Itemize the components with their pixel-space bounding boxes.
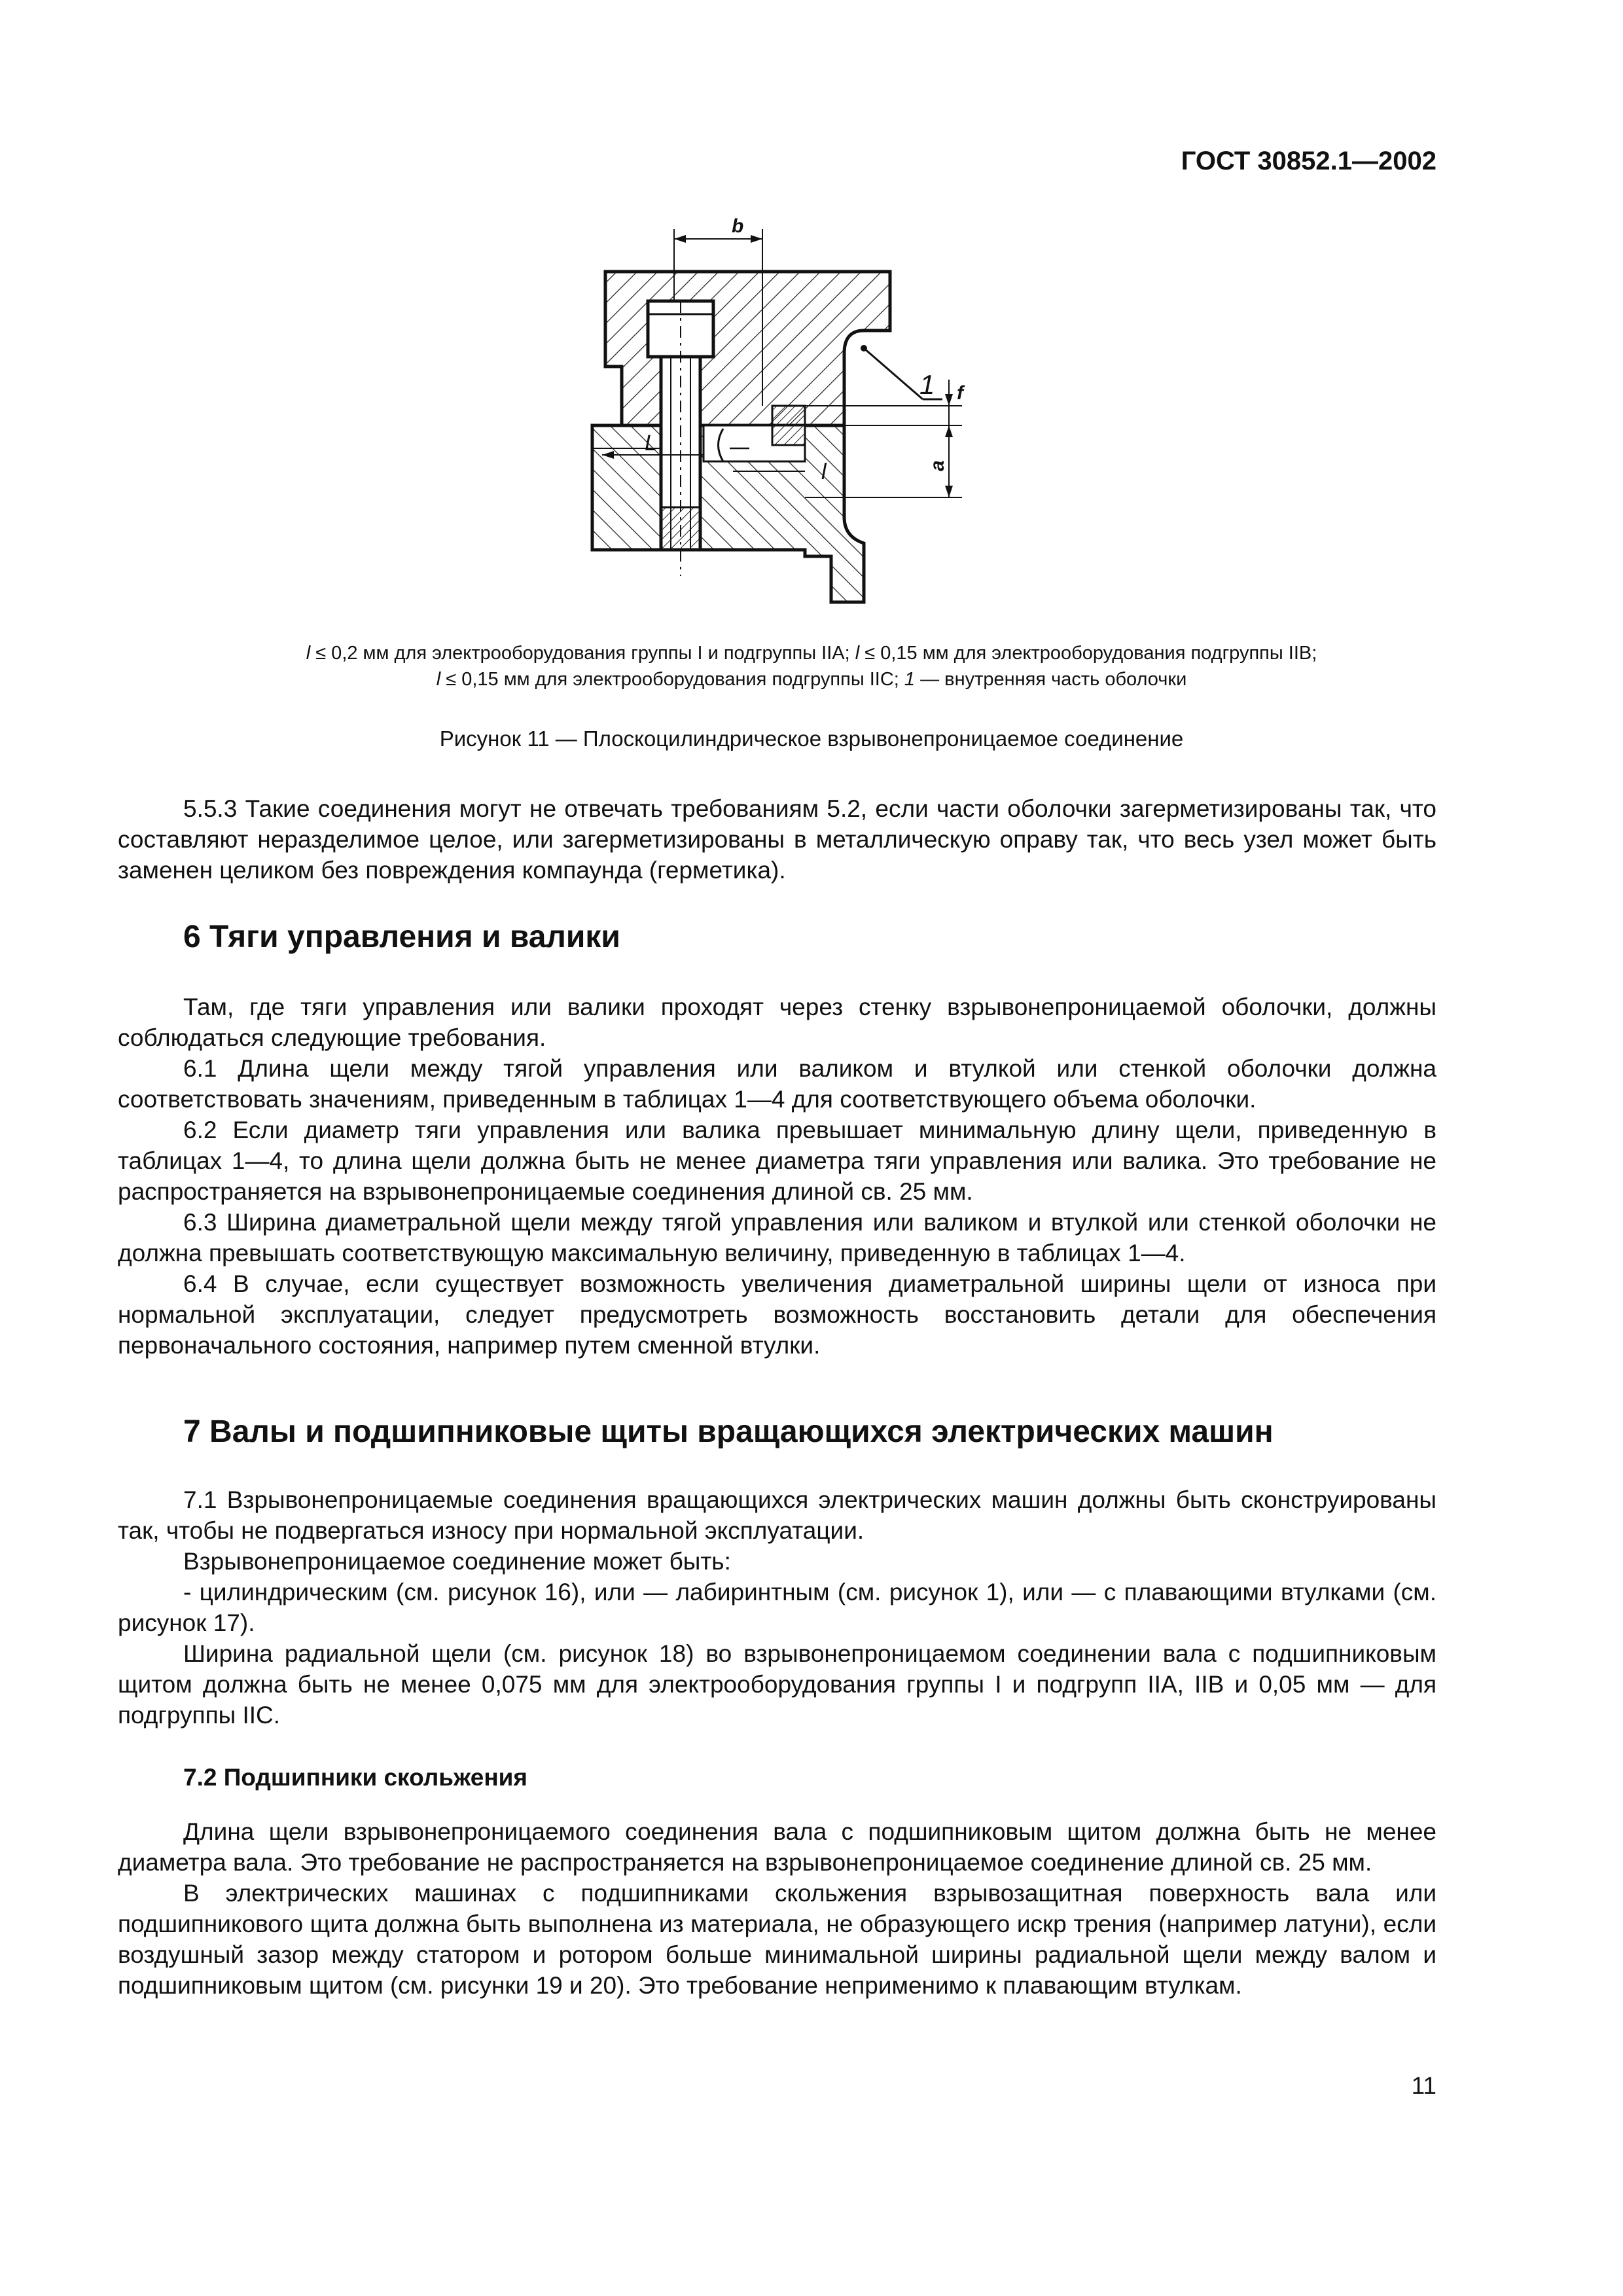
paragraph-6-1: 6.1 Длина щели между тягой управления или валиком и втулкой или стенкой оболочки должна соответствовать значениям, приведенным в таблицах 1—4 для соответствующего объема оболочки. (118, 1055, 1436, 1113)
figure-11-drawing (556, 209, 1014, 615)
section-7-2-body (118, 1816, 1436, 2001)
page-number: 11 (1411, 2072, 1436, 2099)
section-5-5-3 (118, 793, 1436, 886)
label-l: l (821, 459, 827, 484)
figure-notes (118, 640, 1505, 692)
paragraph-5-5-3: 5.5.3 Такие соединения могут не отвечать требованиям 5.2, если части оболочки загерметизированы так, что составляют неразделимое целое, или загерметизированы в металлическую оправу так, что весь узел может быть заменен целиком без повреждения компаунда (герметика). (118, 795, 1436, 884)
paragraph-6-intro: Там, где тяги управления или валики проходят через стенку взрывонепроницаемой оболочки, должны соблюдаться следующие требования. (118, 994, 1436, 1051)
paragraph-7-2-b: В электрических машинах с подшипниками скольжения взрывозащитная поверхность вала или подшипникового щита должна быть выполнена из материала, не образующего искр трения (например латуни), если воздушный зазор между статором и ротором больше минимальной ширины радиальной щели между валом и подшипниковым щитом (см. рисунки 19 и 20). Это требование неприменимо к плавающим втулкам. (118, 1880, 1436, 1999)
label-L: L (645, 431, 657, 456)
paragraph-6-2: 6.2 Если диаметр тяги управления или валика превышает минимальную длину щели, приведенную в таблицах 1—4, то длина щели должна быть не менее диаметра тяги управления или валика. Это требование не распространяется на взрывонепроницаемые соединения длиной св. 25 мм. (118, 1117, 1436, 1205)
section-6-heading: 6 Тяги управления и валики (183, 920, 620, 954)
section-7-2-heading: 7.2 Подшипники скольжения (183, 1764, 528, 1791)
document-header: ГОСТ 30852.1—2002 (1181, 147, 1436, 175)
figure-note-line-1: l ≤ 0,2 мм для электрооборудования группы I и подгруппы IIA; l ≤ 0,15 мм для электрооборудования подгруппы IIB; (306, 643, 1317, 664)
paragraph-6-3: 6.3 Ширина диаметральной щели между тягой управления или валиком и втулкой или стенкой оболочки не должна превышать соответствующую максимальную величину, приведенную в таблицах 1—4. (118, 1209, 1436, 1266)
callout-1: 1 (919, 369, 935, 400)
section-6-body (118, 992, 1436, 1361)
paragraph-7-1: 7.1 Взрывонепроницаемые соединения вращающихся электрических машин должны быть сконструированы так, чтобы не подвергаться износу при нормальной эксплуатации. (118, 1486, 1436, 1544)
paragraph-7-width: Ширина радиальной щели (см. рисунок 18) во взрывонепроницаемом соединении вала с подшипниковым щитом должна быть не менее 0,075 мм для электрооборудования группы I и подгрупп IIA, IIB и 0,05 мм — для подгруппы IIC. (118, 1640, 1436, 1729)
paragraph-6-4: 6.4 В случае, если существует возможность увеличения диаметральной ширины щели от износа при нормальной эксплуатации, следует предусмотреть возможность восстановить детали для обеспечения первоначального состояния, например путем сменной втулки. (118, 1270, 1436, 1359)
label-b: b (732, 215, 744, 237)
section-7-heading: 7 Валы и подшипниковые щиты вращающихся электрических машин (183, 1414, 1274, 1449)
figure-caption: Рисунок 11 — Плоскоцилиндрическое взрывонепроницаемое соединение (439, 726, 1184, 751)
paragraph-7-may-be: Взрывонепроницаемое соединение может быть: (183, 1548, 731, 1575)
paragraph-7-2-a: Длина щели взрывонепроницаемого соединения вала с подшипниковым щитом должна быть не менее диаметра вала. Это требование не распространяется на взрывонепроницаемое соединение длиной св. 25 мм. (118, 1818, 1436, 1876)
label-f: f (957, 382, 963, 404)
figure-note-line-2: l ≤ 0,15 мм для электрооборудования подгруппы IIC; 1 — внутренняя часть оболочки (436, 669, 1187, 690)
paragraph-7-list: - цилиндрическим (см. рисунок 16), или — лабиринтным (см. рисунок 1), или — с плавающими втулками (см. рисунок 17). (118, 1579, 1436, 1636)
section-7-body (118, 1484, 1436, 1731)
label-a: a (927, 460, 948, 471)
